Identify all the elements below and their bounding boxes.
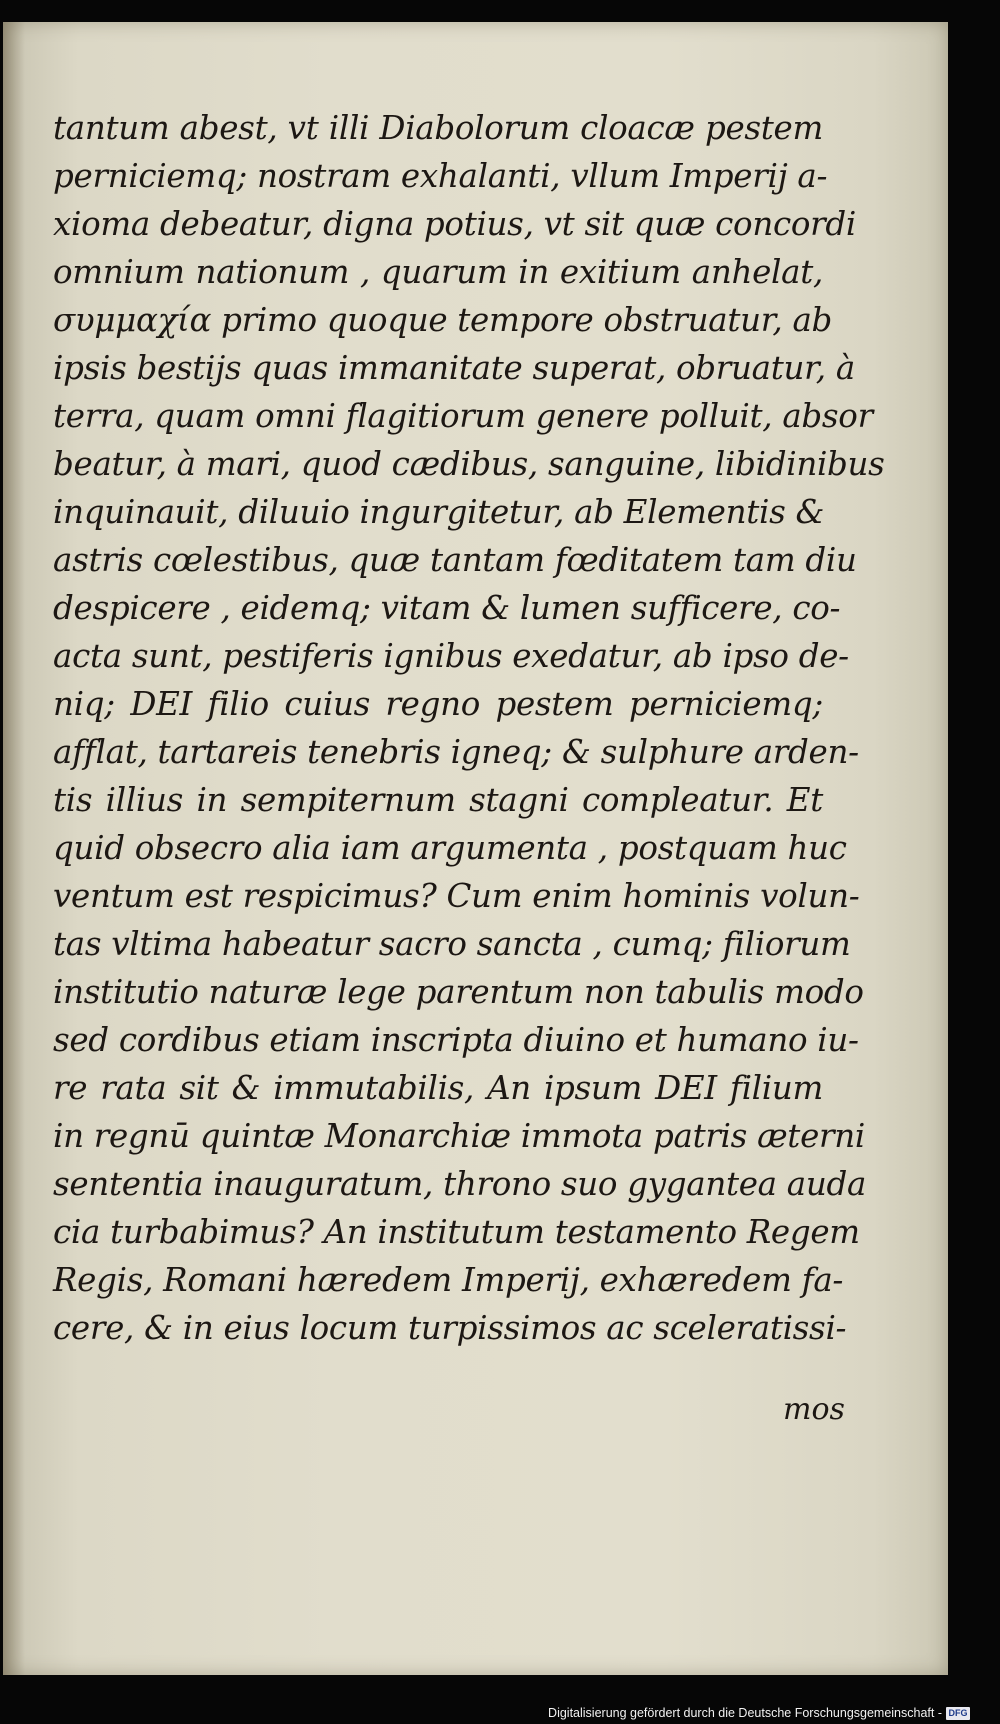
page-gutter-shadow (3, 22, 25, 1675)
dfg-logo-icon: DFG (946, 1707, 970, 1720)
text-line: tantum abest, vt illi Diabolorum cloacæ pestem (53, 109, 823, 147)
text-line: acta sunt, pestiferis ignibus exedatur, ab ipso de- (53, 637, 849, 675)
footer-credit-text: Digitalisierung gefördert durch die Deutsche Forschungsgemeinschaft - (548, 1706, 942, 1720)
text-line: xioma debeatur, digna potius, vt sit quæ concordi (53, 205, 856, 243)
text-line: cia turbabimus? An institutum testamento Regem (53, 1213, 860, 1251)
text-line: despicere , eidemq; vitam & lumen sufficere, co- (53, 589, 841, 627)
body-text (53, 104, 885, 1352)
text-line: perniciemq; nostram exhalanti, vllum Imperij a- (53, 157, 828, 195)
text-line: ipsis bestijs quas immanitate superat, obruatur, à (53, 349, 855, 387)
text-line: beatur, à mari, quod cædibus, sanguine, libidinibus (53, 445, 885, 483)
text-line: tis illius in sempiternum stagni compleatur. Et (53, 781, 823, 819)
text-line: sed cordibus etiam inscripta diuino et humano iu- (53, 1021, 859, 1059)
text-line: Regis, Romani hæredem Imperij, exhæredem fa- (53, 1261, 844, 1299)
text-line: συμμαχία primo quoque tempore obstruatur, ab (53, 301, 833, 339)
digitization-footer (548, 1706, 970, 1720)
text-line: sententia inauguratum, throno suo gygantea auda (53, 1165, 867, 1203)
text-line: afflat, tartareis tenebris igneq; & sulphure arden- (53, 733, 859, 771)
text-line: omnium nationum , quarum in exitium anhelat, (53, 253, 823, 291)
text-line: inquinauit, diluuio ingurgitetur, ab Elementis & (53, 493, 825, 531)
text-line: cere, & in eius locum turpissimos ac sceleratissi- (53, 1309, 847, 1347)
catchword: mos (783, 1392, 845, 1427)
text-line: niq; DEI filio cuius regno pestem perniciemq; (53, 685, 823, 723)
text-line: re rata sit & immutabilis, An ipsum DEI filium (53, 1069, 823, 1107)
text-line: in regnū quintæ Monarchiæ immota patris æterni (53, 1117, 865, 1155)
text-line: ventum est respicimus? Cum enim hominis volun- (53, 877, 860, 915)
text-line: quid obsecro alia iam argumenta , postquam huc (53, 829, 847, 867)
text-line: institutio naturæ lege parentum non tabulis modo (53, 973, 864, 1011)
book-page (3, 22, 948, 1675)
text-line: tas vltima habeatur sacro sancta , cumq; filiorum (53, 925, 851, 963)
text-line: astris cœlestibus, quæ tantam fœditatem tam diu (53, 541, 857, 579)
text-line: terra, quam omni flagitiorum genere polluit, absor (53, 397, 873, 435)
